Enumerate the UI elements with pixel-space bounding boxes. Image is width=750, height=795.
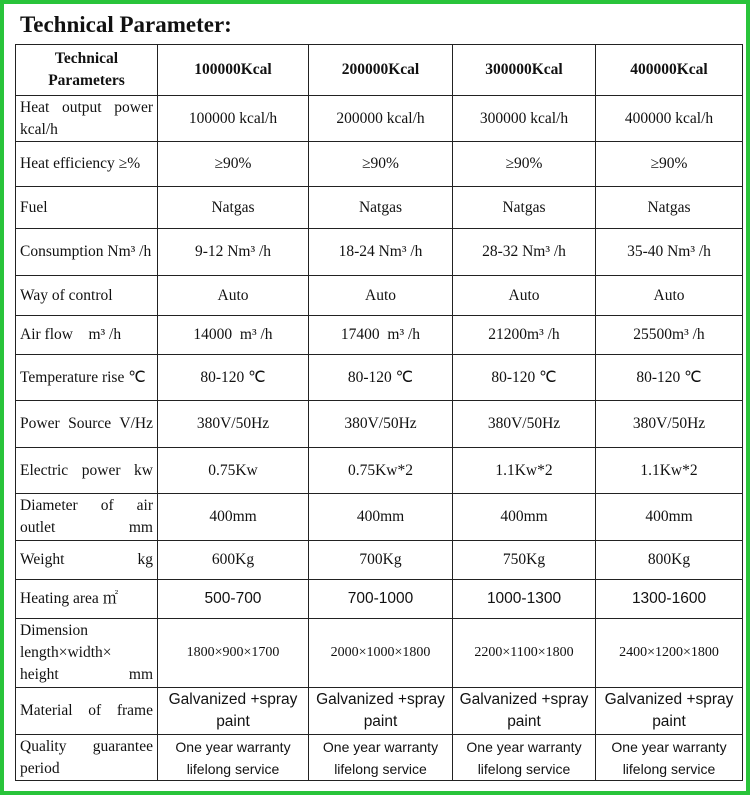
row-label: Heat efficiency ≥% <box>16 142 158 187</box>
table-cell: Galvanized +spray paint <box>158 688 309 735</box>
table-cell: ≥90% <box>158 142 309 187</box>
table-cell: Auto <box>453 276 596 316</box>
row-label: Electric power kw <box>16 448 158 494</box>
table-cell: 1000-1300 <box>453 580 596 619</box>
table-cell: 1.1Kw*2 <box>453 448 596 494</box>
table-cell: One year warranty lifelong service <box>596 735 743 781</box>
table-cell: 18-24 Nm³ /h <box>309 229 453 276</box>
table-cell: Galvanized +spray paint <box>309 688 453 735</box>
table-cell: 400mm <box>309 494 453 541</box>
table-cell: 700-1000 <box>309 580 453 619</box>
page-title: Technical Parameter: <box>20 12 232 37</box>
table-cell: 1.1Kw*2 <box>596 448 743 494</box>
row-label: Air flow m³ /h <box>16 316 158 355</box>
header-100000kcal: 100000Kcal <box>158 45 309 96</box>
table-cell: 400mm <box>158 494 309 541</box>
technical-parameter-table <box>15 44 743 781</box>
table-cell: 21200m³ /h <box>453 316 596 355</box>
table-cell: 80-120 ℃ <box>158 355 309 401</box>
table-cell: 9-12 Nm³ /h <box>158 229 309 276</box>
table-cell: 100000 kcal/h <box>158 96 309 142</box>
table-cell: 2000×1000×1800 <box>309 619 453 688</box>
table-row-air-flow <box>16 316 743 355</box>
header-row <box>16 45 743 96</box>
row-label: Material of frame <box>16 688 158 735</box>
table-cell: 600Kg <box>158 541 309 580</box>
table-cell: 400mm <box>596 494 743 541</box>
table-cell: Natgas <box>453 187 596 229</box>
header-400000kcal: 400000Kcal <box>596 45 743 96</box>
table-cell: Auto <box>309 276 453 316</box>
table-row-electric-power <box>16 448 743 494</box>
table-row-heat-efficiency <box>16 142 743 187</box>
table-cell: Natgas <box>596 187 743 229</box>
row-label: Diameter of air outlet mm <box>16 494 158 541</box>
table-row-power-source <box>16 401 743 448</box>
row-label: Consumption Nm³ /h <box>16 229 158 276</box>
table-cell: Natgas <box>158 187 309 229</box>
row-label: Way of control <box>16 276 158 316</box>
table-cell: 380V/50Hz <box>309 401 453 448</box>
table-cell: 300000 kcal/h <box>453 96 596 142</box>
table-cell: 35-40 Nm³ /h <box>596 229 743 276</box>
table-cell: 80-120 ℃ <box>309 355 453 401</box>
table-row-dimension <box>16 619 743 688</box>
table-row-heating-area <box>16 580 743 619</box>
table-cell: Auto <box>158 276 309 316</box>
table-row-heat-output <box>16 96 743 142</box>
header-200000kcal: 200000Kcal <box>309 45 453 96</box>
table-row-temperature-rise <box>16 355 743 401</box>
table-cell: Galvanized +spray paint <box>453 688 596 735</box>
table-cell: 380V/50Hz <box>158 401 309 448</box>
header-technical-parameters: Technical Parameters <box>16 45 158 96</box>
table-cell: ≥90% <box>596 142 743 187</box>
table-cell: 400mm <box>453 494 596 541</box>
table-cell: ≥90% <box>309 142 453 187</box>
row-label: Heating area ㎡ <box>16 580 158 619</box>
table-row-way-of-control <box>16 276 743 316</box>
table-cell: 500-700 <box>158 580 309 619</box>
row-label: Heat output power kcal/h <box>16 96 158 142</box>
table-cell: 2200×1100×1800 <box>453 619 596 688</box>
table-cell: 200000 kcal/h <box>309 96 453 142</box>
table-cell: 2400×1200×1800 <box>596 619 743 688</box>
row-label: Temperature rise ℃ <box>16 355 158 401</box>
row-label: Dimension length×width× height mm <box>16 619 158 688</box>
table-row-quality-guarantee <box>16 735 743 781</box>
table-cell: 28-32 Nm³ /h <box>453 229 596 276</box>
table-cell: 750Kg <box>453 541 596 580</box>
table-cell: One year warranty lifelong service <box>309 735 453 781</box>
table-cell: 700Kg <box>309 541 453 580</box>
table-cell: ≥90% <box>453 142 596 187</box>
table-row-weight <box>16 541 743 580</box>
table-cell: 80-120 ℃ <box>453 355 596 401</box>
table-cell: 17400 m³ /h <box>309 316 453 355</box>
table-cell: 25500m³ /h <box>596 316 743 355</box>
table-cell: Natgas <box>309 187 453 229</box>
table-row-diameter-air-outlet <box>16 494 743 541</box>
table-cell: 380V/50Hz <box>596 401 743 448</box>
table-cell: 400000 kcal/h <box>596 96 743 142</box>
table-cell: 800Kg <box>596 541 743 580</box>
table-row-fuel <box>16 187 743 229</box>
table-cell: One year warranty lifelong service <box>453 735 596 781</box>
table-cell: 1800×900×1700 <box>158 619 309 688</box>
row-label: Power Source V/Hz <box>16 401 158 448</box>
row-label: Weight kg <box>16 541 158 580</box>
table-cell: One year warranty lifelong service <box>158 735 309 781</box>
table-cell: 380V/50Hz <box>453 401 596 448</box>
header-300000kcal: 300000Kcal <box>453 45 596 96</box>
table-row-material-frame <box>16 688 743 735</box>
row-label: Quality guarantee period <box>16 735 158 781</box>
table-cell: 0.75Kw*2 <box>309 448 453 494</box>
table-cell: 14000 m³ /h <box>158 316 309 355</box>
table-cell: 0.75Kw <box>158 448 309 494</box>
row-label: Fuel <box>16 187 158 229</box>
table-cell: Auto <box>596 276 743 316</box>
table-cell: Galvanized +spray paint <box>596 688 743 735</box>
table-cell: 1300-1600 <box>596 580 743 619</box>
table-row-consumption <box>16 229 743 276</box>
table-cell: 80-120 ℃ <box>596 355 743 401</box>
